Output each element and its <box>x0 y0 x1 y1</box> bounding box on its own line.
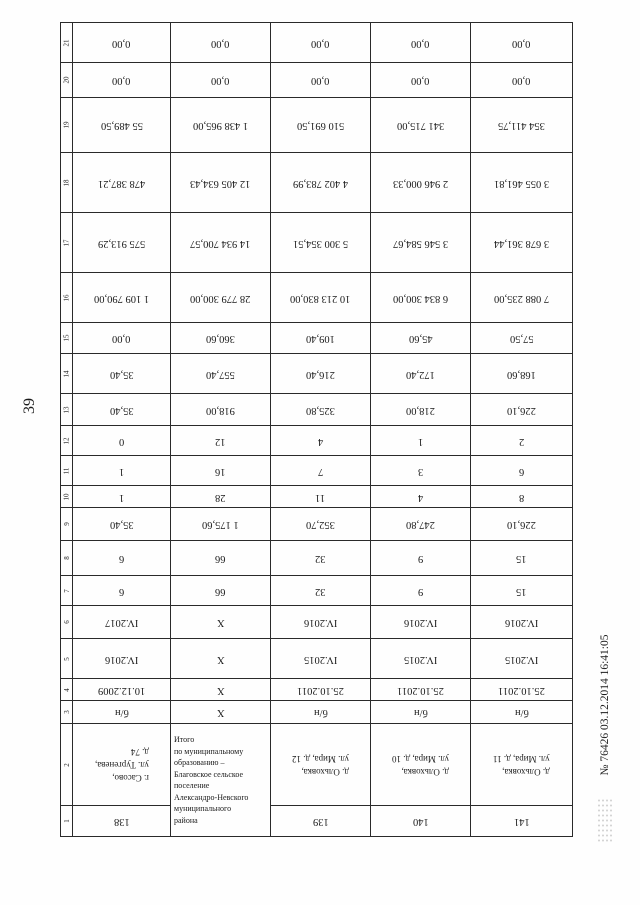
cell-value: 0,00 <box>411 37 430 49</box>
page-number: 39 <box>21 398 38 414</box>
cell-value: 1 <box>417 435 424 447</box>
row-141-col-10-cell <box>470 485 573 508</box>
row-139-number-cell <box>270 805 371 837</box>
cell-value: 10 213 830,00 <box>290 292 351 304</box>
cell-value: 66 <box>215 585 226 597</box>
row-total-col-4-cell <box>170 678 271 701</box>
cell-value: 575 913,29 <box>97 237 146 249</box>
cell-value: 4 <box>417 491 424 503</box>
column-number: 3 <box>62 710 71 714</box>
cell-value: 8 <box>518 491 525 503</box>
column-number: 13 <box>62 406 71 413</box>
row-138-col-19-cell <box>72 97 171 153</box>
row-total-col-16-cell <box>170 272 271 323</box>
row-141-col-4-cell <box>470 678 573 701</box>
row-140-col-10-cell <box>370 485 471 508</box>
row-138-col-5-cell <box>72 638 171 679</box>
row-141-col-5-cell <box>470 638 573 679</box>
row-141-col-21-cell <box>470 22 573 63</box>
cell-value: 226,10 <box>507 519 536 530</box>
cell-value: 1 175,60 <box>202 519 239 530</box>
row-total-col-5-cell <box>170 638 271 679</box>
row-total-col-15-cell <box>170 322 271 354</box>
registration-stamp: № 76426 03.12.2014 16:41:05 <box>599 634 611 776</box>
row-141-col-9-cell <box>470 507 573 541</box>
row-139-col-14-cell <box>270 353 371 394</box>
row-141-col-7-cell <box>470 575 573 606</box>
column-number: 15 <box>62 334 71 342</box>
cell-value: 7 <box>317 465 324 477</box>
row-140-number-cell <box>370 805 471 837</box>
row-138-address-cell <box>72 723 171 806</box>
cell-value: 172,40 <box>406 368 435 380</box>
column-number: 18 <box>62 179 71 186</box>
cell-value: 0,00 <box>112 75 131 86</box>
cell-value: 0,00 <box>512 75 531 86</box>
row-139-col-15-cell <box>270 322 371 354</box>
cell-value: 510 691,50 <box>296 120 345 131</box>
row-139-col-5-cell <box>270 638 371 679</box>
row-139-col-6-cell <box>270 605 371 639</box>
row-138-col-15-cell <box>72 322 171 354</box>
row-141-col-16-cell <box>470 272 573 323</box>
row-total-col-7-cell <box>170 575 271 606</box>
cell-value: 0,00 <box>512 37 531 49</box>
cell-value: 168,60 <box>507 368 536 380</box>
cell-value: 32 <box>315 553 326 564</box>
row-139-col-21-cell <box>270 22 371 63</box>
cell-value: 15 <box>516 585 527 597</box>
row-total-col-17-cell <box>170 212 271 273</box>
row-141-col-11-cell <box>470 455 573 486</box>
row-total-col-11-cell <box>170 455 271 486</box>
row-140-col-18-cell <box>370 152 471 213</box>
address: д. Ольховка, ул. Мира, д. 10 <box>392 753 449 777</box>
total-label-cell <box>170 723 271 837</box>
cell-value: 66 <box>215 553 226 564</box>
faint-stamp-mark <box>597 798 613 842</box>
row-number: 139 <box>312 816 329 827</box>
cell-value: 55 489,50 <box>100 120 143 131</box>
cell-value: 6 834 300,00 <box>392 292 449 304</box>
column-number: 12 <box>62 437 71 444</box>
row-138-col-13-cell <box>72 393 171 426</box>
row-139-col-20-cell <box>270 62 371 98</box>
column-number: 17 <box>62 239 71 246</box>
cell-value: 6 <box>118 553 125 564</box>
row-138-col-16-cell <box>72 272 171 323</box>
row-141-col-18-cell <box>470 152 573 213</box>
cell-value: 45,60 <box>408 333 433 344</box>
row-140-col-19-cell <box>370 97 471 153</box>
row-140-col-20-cell <box>370 62 471 98</box>
row-138-col-10-cell <box>72 485 171 508</box>
cell-value: б/н <box>114 707 129 718</box>
row-138-col-4-cell <box>72 678 171 701</box>
cell-value: 0,00 <box>411 75 430 86</box>
row-total-col-14-cell <box>170 353 271 394</box>
row-139-col-13-cell <box>270 393 371 426</box>
address: д. Ольховка, ул. Мира, д. 12 <box>292 753 349 777</box>
cell-value: 28 <box>215 491 226 503</box>
cell-value: 478 387,21 <box>97 177 146 189</box>
cell-value: 0,00 <box>211 75 230 86</box>
row-total-col-9-cell <box>170 507 271 541</box>
row-141-col-3-cell <box>470 700 573 724</box>
cell-value: 25.10.2011 <box>498 684 545 696</box>
row-141-col-8-cell <box>470 540 573 576</box>
row-140-col-7-cell <box>370 575 471 606</box>
cell-value: 1 <box>118 491 125 503</box>
cell-value: 0,00 <box>211 37 230 49</box>
row-139-col-11-cell <box>270 455 371 486</box>
cell-value: б/н <box>313 707 328 718</box>
row-138-col-3-cell <box>72 700 171 724</box>
cell-value: 4 402 783,99 <box>292 177 349 189</box>
cell-value: 35,40 <box>109 519 134 530</box>
row-141-col-14-cell <box>470 353 573 394</box>
cell-value: 0,00 <box>311 37 330 49</box>
row-138-col-6-cell <box>72 605 171 639</box>
cell-value: 14 934 700,57 <box>190 237 251 249</box>
cell-value: 3 055 461,81 <box>493 177 550 189</box>
row-141-col-17-cell <box>470 212 573 273</box>
total-label: Итого по муниципальному образованию – Благовское сельское поселение Александро-Невского муниципального района <box>174 735 249 825</box>
cell-value: 557,40 <box>206 368 235 380</box>
row-140-col-8-cell <box>370 540 471 576</box>
cell-value: 918,00 <box>206 404 235 416</box>
row-138-col-8-cell <box>72 540 171 576</box>
row-139-col-3-cell <box>270 700 371 724</box>
address: д. Ольховка, ул. Мира, д. 11 <box>493 753 550 777</box>
row-total-col-10-cell <box>170 485 271 508</box>
row-139-col-4-cell <box>270 678 371 701</box>
cell-value: 325,80 <box>306 404 335 416</box>
cell-value: 216,40 <box>306 368 335 380</box>
cell-value: IV.2015 <box>403 653 438 665</box>
row-total-col-19-cell <box>170 97 271 153</box>
row-total-col-13-cell <box>170 393 271 426</box>
cell-value: X <box>216 653 225 665</box>
row-139-col-12-cell <box>270 425 371 456</box>
address: г. Сасово, ул. Тургенева, д. 74 <box>94 747 149 783</box>
column-number: 8 <box>62 556 71 560</box>
row-total-col-21-cell <box>170 22 271 63</box>
cell-value: 0 <box>118 435 125 447</box>
row-139-col-19-cell <box>270 97 371 153</box>
cell-value: 109,40 <box>306 333 335 344</box>
row-140-col-3-cell <box>370 700 471 724</box>
cell-value: IV.2015 <box>303 653 338 665</box>
row-140-col-21-cell <box>370 22 471 63</box>
row-141-col-20-cell <box>470 62 573 98</box>
cell-value: 11 <box>315 491 326 503</box>
row-138-col-21-cell <box>72 22 171 63</box>
row-139-col-10-cell <box>270 485 371 508</box>
column-number: 21 <box>62 39 71 46</box>
row-total-col-20-cell <box>170 62 271 98</box>
cell-value: IV.2017 <box>104 617 139 628</box>
cell-value: 218,00 <box>406 404 435 416</box>
cell-value: 6 <box>518 465 525 477</box>
cell-value: IV.2015 <box>504 653 539 665</box>
cell-value: 25.10.2011 <box>297 684 344 696</box>
cell-value: 3 <box>417 465 424 477</box>
cell-value: 2 946 000,33 <box>392 177 449 189</box>
row-138-col-12-cell <box>72 425 171 456</box>
cell-value: 0,00 <box>311 75 330 86</box>
cell-value: X <box>216 707 225 718</box>
row-138-col-11-cell <box>72 455 171 486</box>
row-138-col-20-cell <box>72 62 171 98</box>
row-total-col-18-cell <box>170 152 271 213</box>
column-number: 9 <box>62 522 71 526</box>
column-number: 19 <box>62 121 71 129</box>
cell-value: IV.2016 <box>303 617 338 628</box>
row-140-col-9-cell <box>370 507 471 541</box>
row-138-col-9-cell <box>72 507 171 541</box>
cell-value: 1 <box>118 465 125 477</box>
cell-value: 1 109 790,00 <box>93 292 150 304</box>
row-139-col-7-cell <box>270 575 371 606</box>
cell-value: 3 678 361,44 <box>493 237 550 249</box>
cell-value: 3 546 584,67 <box>392 237 449 249</box>
column-number: 2 <box>62 762 71 767</box>
cell-value: 7 088 235,00 <box>493 292 550 304</box>
column-number: 6 <box>62 620 71 624</box>
cell-value: 1 438 965,00 <box>192 120 249 131</box>
column-number: 14 <box>62 370 71 377</box>
column-number: 11 <box>62 467 71 474</box>
cell-value: IV.2016 <box>504 617 539 628</box>
cell-value: 0,00 <box>112 37 131 49</box>
row-140-col-17-cell <box>370 212 471 273</box>
row-total-col-12-cell <box>170 425 271 456</box>
row-140-col-12-cell <box>370 425 471 456</box>
row-141-address-cell <box>470 723 573 806</box>
cell-value: 57,50 <box>509 333 534 344</box>
cell-value: 32 <box>315 585 326 597</box>
row-140-col-13-cell <box>370 393 471 426</box>
row-140-col-4-cell <box>370 678 471 701</box>
cell-value: IV.2016 <box>104 653 139 665</box>
row-139-col-18-cell <box>270 152 371 213</box>
row-number: 138 <box>113 816 130 827</box>
row-138-col-14-cell <box>72 353 171 394</box>
cell-value: X <box>216 617 225 628</box>
cell-value: 247,80 <box>406 519 435 530</box>
row-141-col-19-cell <box>470 97 573 153</box>
row-141-col-13-cell <box>470 393 573 426</box>
row-number: 141 <box>513 816 530 827</box>
row-140-col-6-cell <box>370 605 471 639</box>
row-140-address-cell <box>370 723 471 806</box>
cell-value: 9 <box>417 585 424 597</box>
column-number: 7 <box>62 588 71 593</box>
row-139-col-9-cell <box>270 507 371 541</box>
cell-value: 2 <box>518 435 525 447</box>
row-138-col-17-cell <box>72 212 171 273</box>
cell-value: 16 <box>215 465 226 477</box>
cell-value: 35,40 <box>109 404 134 416</box>
cell-value: 352,70 <box>306 519 335 530</box>
cell-value: IV.2016 <box>403 617 438 628</box>
cell-value: 6 <box>118 585 125 597</box>
row-141-col-6-cell <box>470 605 573 639</box>
cell-value: 5 300 354,51 <box>292 237 349 249</box>
column-number: 5 <box>62 656 71 661</box>
column-number: 20 <box>62 76 71 84</box>
row-140-col-16-cell <box>370 272 471 323</box>
row-140-col-15-cell <box>370 322 471 354</box>
row-141-number-cell <box>470 805 573 837</box>
cell-value: 25.10.2011 <box>397 684 444 696</box>
cell-value: 9 <box>417 553 424 564</box>
row-140-col-14-cell <box>370 353 471 394</box>
row-138-col-18-cell <box>72 152 171 213</box>
cell-value: 226,10 <box>507 404 536 416</box>
cell-value: 12 405 634,43 <box>190 177 251 189</box>
column-number: 4 <box>62 687 71 692</box>
cell-value: 28 779 300,00 <box>190 292 251 304</box>
row-138-number-cell <box>72 805 171 837</box>
cell-value: 360,60 <box>206 333 235 344</box>
row-139-col-16-cell <box>270 272 371 323</box>
cell-value: X <box>216 684 225 696</box>
column-number: 16 <box>62 294 71 301</box>
row-total-col-3-cell <box>170 700 271 724</box>
column-number: 10 <box>62 493 71 500</box>
row-number: 140 <box>412 816 429 827</box>
cell-value: 341 715,00 <box>396 120 445 131</box>
row-total-col-8-cell <box>170 540 271 576</box>
cell-value: 0,00 <box>112 333 131 344</box>
row-total-col-6-cell <box>170 605 271 639</box>
cell-value: 35,40 <box>109 368 134 380</box>
row-140-col-5-cell <box>370 638 471 679</box>
row-139-col-8-cell <box>270 540 371 576</box>
row-138-col-7-cell <box>72 575 171 606</box>
row-141-col-12-cell <box>470 425 573 456</box>
row-141-col-15-cell <box>470 322 573 354</box>
cell-value: 12 <box>215 435 226 447</box>
row-139-col-17-cell <box>270 212 371 273</box>
cell-value: 10.12.2009 <box>97 684 146 696</box>
cell-value: б/н <box>514 707 529 718</box>
cell-value: б/н <box>413 707 428 718</box>
row-140-col-11-cell <box>370 455 471 486</box>
cell-value: 354 411,75 <box>498 120 545 131</box>
cell-value: 15 <box>516 553 527 564</box>
cell-value: 4 <box>317 435 324 447</box>
column-number: 1 <box>62 819 71 823</box>
row-139-address-cell <box>270 723 371 806</box>
